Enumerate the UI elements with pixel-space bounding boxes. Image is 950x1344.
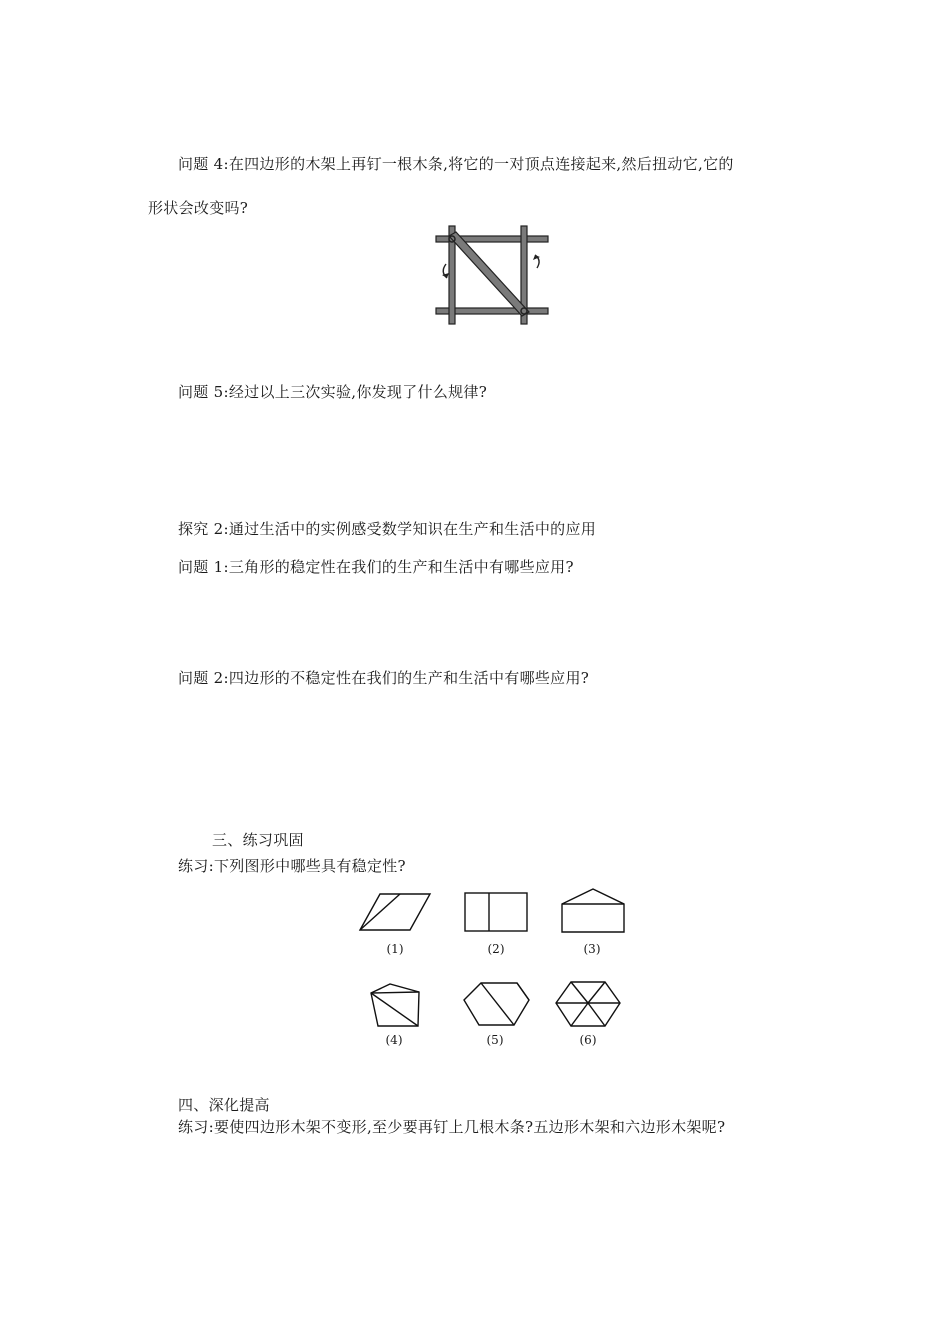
- explore-2-question-2: 问题 2:四边形的不稳定性在我们的生产和生活中有哪些应用?: [178, 669, 590, 687]
- shape-2-caption: (2): [487, 942, 505, 956]
- question-4-line-2: 形状会改变吗?: [148, 199, 249, 217]
- shape-2-rectangle: [462, 890, 530, 934]
- shape-4-caption: (4): [385, 1033, 403, 1047]
- shape-1-caption: (1): [386, 942, 404, 956]
- shape-6-caption: (6): [579, 1033, 597, 1047]
- shape-3-caption: (3): [583, 942, 601, 956]
- shape-3-house: [558, 886, 628, 936]
- shape-6-hexagon-spokes: [553, 978, 623, 1030]
- shape-5-caption: (5): [486, 1033, 504, 1047]
- question-5: 问题 5:经过以上三次实验,你发现了什么规律?: [178, 383, 488, 401]
- wooden-frame-figure: [430, 222, 555, 327]
- section-3-title: 三、练习巩固: [212, 831, 304, 849]
- practice-2-question: 练习:要使四边形木架不变形,至少要再钉上几根木条?五边形木架和六边形木架呢?: [178, 1118, 726, 1136]
- shape-1-parallelogram: [356, 890, 434, 934]
- shape-4-pentagon: [364, 980, 424, 1030]
- practice-1-question: 练习:下列图形中哪些具有稳定性?: [178, 857, 406, 875]
- shape-5-hexagon: [461, 980, 533, 1028]
- section-4-title: 四、深化提高: [178, 1096, 270, 1114]
- question-4-line-1: 问题 4:在四边形的木架上再钉一根木条,将它的一对顶点连接起来,然后扭动它,它的: [178, 155, 734, 173]
- explore-2-question-1: 问题 1:三角形的稳定性在我们的生产和生活中有哪些应用?: [178, 558, 574, 576]
- explore-2-heading: 探究 2:通过生活中的实例感受数学知识在生产和生活中的应用: [178, 520, 597, 538]
